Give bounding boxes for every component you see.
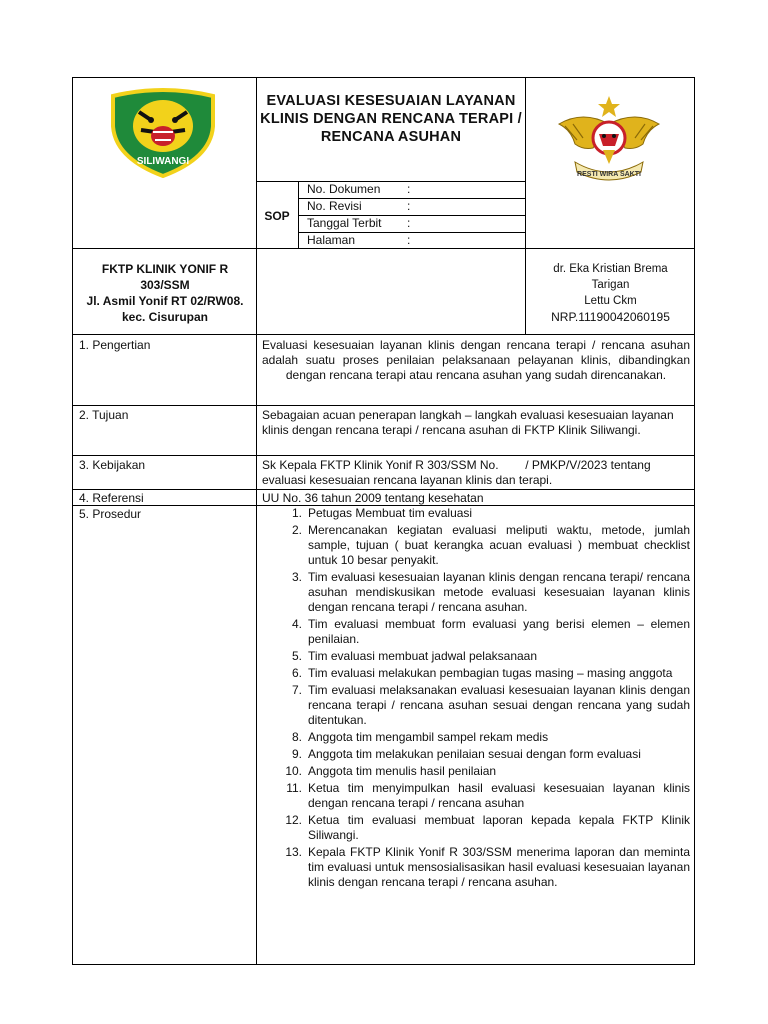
sop-document — [72, 77, 695, 965]
garuda-emblem-icon — [553, 90, 665, 186]
step-number: 3. — [291, 570, 302, 584]
step-text: Anggota tim menulis hasil penilaian — [308, 764, 497, 778]
section-label-tujuan: 2. Tujuan — [79, 408, 129, 422]
list-item — [262, 781, 690, 811]
divider — [525, 78, 526, 249]
step-text: Tim evaluasi kesesuaian layanan klinis dengan rencana terapi/ rencana asuhan mendiskusikan metode evaluasi kesesuaian layanan klinis dengan rencana terapi / rencana asuhan. — [308, 570, 690, 614]
step-number: 8. — [291, 730, 302, 744]
meta-label: No. Revisi — [307, 199, 362, 213]
step-text: Petugas Membuat tim evaluasi — [308, 506, 473, 520]
section-label-kebijakan: 3. Kebijakan — [79, 458, 146, 472]
divider — [73, 405, 694, 406]
section-label-referensi: 4. Referensi — [79, 491, 144, 505]
clinic-district: kec. Cisurupan — [121, 310, 209, 324]
step-number: 9. — [291, 747, 302, 761]
step-number: 2. — [291, 523, 302, 537]
list-item — [262, 649, 690, 664]
step-text: Merencanakan kegiatan evaluasi meliputi waktu, metode, jumlah sample, tujuan ( buat kerangka acuan evaluasi ) membuat checklist untuk 10 besar penyakit. — [308, 523, 690, 567]
divider — [73, 455, 694, 456]
step-number: 10. — [285, 764, 302, 778]
section-text-pengertian: Evaluasi kesesuaian layanan klinis dengan rencana terapi / rencana asuhan adalah suatu proses penilaian pelaksanaan pelayanan klinis, dibandingkan dengan rencana terapi atau rencana asuhan yang sudah direncanakan. — [262, 338, 690, 382]
step-text: Tim evaluasi melakukan pembagian tugas masing – masing anggota — [308, 666, 673, 680]
list-item — [262, 570, 690, 615]
list-item — [262, 506, 690, 521]
doctor-name: Tarigan — [591, 279, 630, 291]
sop-label: SOP — [264, 209, 290, 223]
clinic-info-row — [72, 249, 695, 335]
meta-no-dokumen — [299, 181, 525, 198]
meta-label: Tanggal Terbit — [307, 216, 382, 230]
section-text-referensi: UU No. 36 tahun 2009 tentang kesehatan — [262, 491, 484, 505]
step-number: 5. — [291, 649, 302, 663]
list-item — [262, 666, 690, 681]
meta-colon: : — [407, 216, 411, 230]
clinic-name: FKTP KLINIK YONIF R — [101, 262, 229, 276]
step-number: 6. — [291, 666, 302, 680]
step-text: Anggota tim melakukan penilaian sesuai dengan form evaluasi — [308, 747, 641, 761]
meta-no-revisi — [299, 198, 525, 215]
step-number: 7. — [291, 683, 302, 697]
step-text: Ketua tim menyimpulkan hasil evaluasi kesesuaian layanan klinis dengan rencana terapi / rencana asuhan — [308, 781, 690, 810]
list-item — [262, 813, 690, 843]
doctor-nrp: NRP.11190042060195 — [551, 310, 670, 324]
list-item — [262, 617, 690, 647]
divider — [73, 489, 694, 490]
doctor-name: dr. Eka Kristian Brema — [553, 263, 668, 275]
meta-colon: : — [407, 182, 411, 196]
sop-content-table — [72, 335, 695, 965]
list-item — [262, 845, 690, 890]
section-text-tujuan: Sebagaian acuan penerapan langkah – langkah evaluasi kesesuaian layanan klinis dengan rencana terapi / rencana asuhan di FKTP Klinik Siliwangi. — [262, 408, 674, 437]
step-text: Anggota tim mengambil sampel rekam medis — [308, 730, 549, 744]
meta-tanggal-terbit — [299, 215, 525, 232]
list-item — [262, 683, 690, 728]
step-text: Ketua tim evaluasi membuat laporan kepada kepala FKTP Klinik Siliwangi. — [308, 813, 690, 842]
logo-left-text: SILIWANGI — [136, 156, 190, 167]
step-text: Tim evaluasi melaksanakan evaluasi kesesuaian layanan klinis dengan rencana terapi / rencana asuhan sesuai dengan rencana yang sudah ditentukan. — [308, 683, 690, 727]
step-number: 11. — [286, 781, 302, 795]
section-text-kebijakan: Sk Kepala FKTP Klinik Yonif R 303/SSM No. / PMKP/V/2023 tentang evaluasi kesesuaian rencana layanan klinis dan terapi. — [262, 458, 654, 487]
page-title: EVALUASI KESESUAIAN LAYANAN KLINIS DENGAN RENCANA TERAPI / RENCANA ASUHAN — [260, 93, 522, 145]
step-text: Tim evaluasi membuat form evaluasi yang berisi elemen – elemen penilaian. — [308, 617, 690, 646]
step-text: Tim evaluasi membuat jadwal pelaksanaan — [308, 649, 538, 663]
section-label-prosedur: 5. Prosedur — [79, 507, 142, 521]
procedure-list — [262, 506, 690, 892]
divider — [256, 335, 257, 964]
doctor-signature-block — [525, 261, 696, 325]
list-item — [262, 730, 690, 745]
step-number: 12. — [285, 813, 302, 827]
section-label-pengertian: 1. Pengertian — [79, 338, 151, 352]
doctor-rank: Lettu Ckm — [584, 295, 637, 307]
meta-label: Halaman — [307, 233, 356, 247]
document-header — [72, 77, 695, 249]
meta-halaman — [299, 232, 525, 249]
siliwangi-logo-icon — [101, 86, 225, 178]
logo-right-text: RESTI WIRA SAKTI — [577, 171, 641, 178]
clinic-street: Jl. Asmil Yonif RT 02/RW08. — [86, 294, 244, 308]
step-number: 13. — [285, 845, 302, 859]
clinic-address — [73, 261, 257, 325]
meta-label: No. Dokumen — [307, 182, 381, 196]
list-item — [262, 764, 690, 779]
list-item — [262, 747, 690, 762]
meta-colon: : — [407, 233, 411, 247]
step-number: 4. — [291, 617, 302, 631]
list-item — [262, 523, 690, 568]
meta-colon: : — [407, 199, 411, 213]
clinic-name: 303/SSM — [140, 278, 190, 292]
step-number: 1. — [291, 506, 302, 520]
step-text: Kepala FKTP Klinik Yonif R 303/SSM menerima laporan dan meminta tim evaluasi untuk mensosialisasikan hasil evaluasi kesesuaian layanan klinis dengan rencana terapi / rencana asuhan. — [308, 845, 690, 889]
